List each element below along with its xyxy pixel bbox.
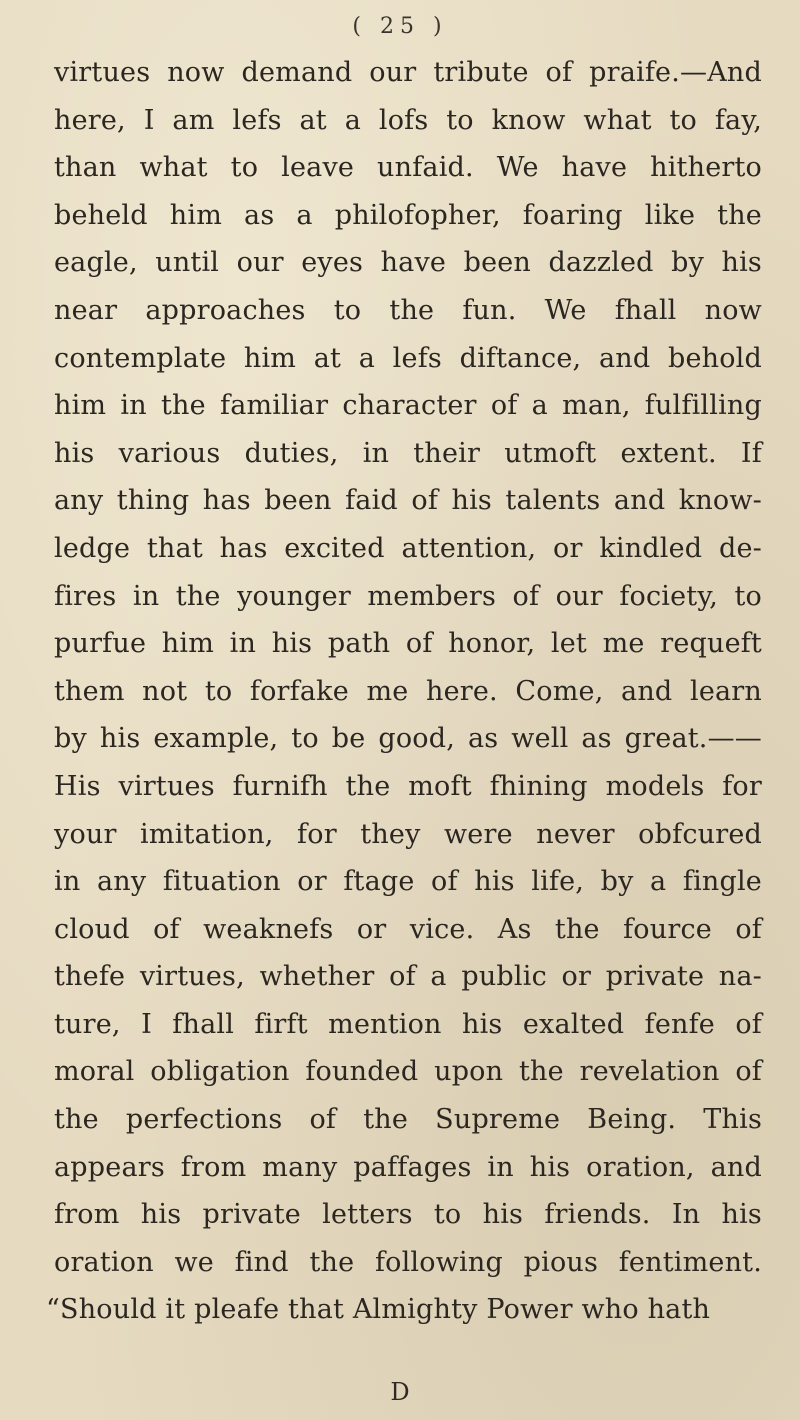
- text-line: His virtues furnifh the moft fhining models for: [54, 770, 762, 802]
- signature-mark: D: [390, 1378, 410, 1406]
- text-line: in any fituation or ftage of his life, by a fingle: [54, 866, 762, 898]
- text-line: near approaches to the fun. We fhall now: [54, 294, 762, 326]
- text-line: oration we find the following pious fentiment.: [54, 1246, 762, 1278]
- text-line: contemplate him at a lefs diftance, and behold: [54, 342, 762, 374]
- text-line: than what to leave unfaid. We have hitherto: [54, 152, 762, 184]
- text-line: moral obligation founded upon the revelation of: [54, 1056, 762, 1088]
- text-line: ture, I fhall firft mention his exalted fenfe of: [54, 1008, 762, 1040]
- text-line: them not to forfake me here. Come, and learn: [54, 675, 762, 707]
- text-line: by his example, to be good, as well as great.——: [54, 723, 762, 755]
- text-line: beheld him as a philofopher, foaring like the: [54, 199, 762, 231]
- text-line: virtues now demand our tribute of praife.—And: [54, 57, 762, 88]
- text-line: eagle, until our eyes have been dazzled by his: [54, 247, 762, 279]
- text-line: purfue him in his path of honor, let me requeft: [54, 628, 762, 660]
- text-line: the perfections of the Supreme Being. This: [54, 1104, 762, 1136]
- text-line: ledge that has excited attention, or kindled de-: [54, 532, 762, 564]
- text-line: your imitation, for they were never obfcured: [54, 818, 762, 850]
- text-line: appears from many paffages in his oration, and: [54, 1151, 762, 1183]
- page-number: ( 25 ): [352, 14, 448, 39]
- text-line: from his private letters to his friends. In his: [54, 1199, 762, 1231]
- text-line: any thing has been faid of his talents and know-: [54, 485, 762, 517]
- text-line: “Should it pleafe that Almighty Power who hath: [46, 1294, 711, 1326]
- text-line: his various duties, in their utmoft extent. If: [54, 437, 762, 469]
- body-text: [40, 49, 762, 1334]
- text-line: cloud of weaknefs or vice. As the fource of: [54, 913, 762, 945]
- text-line: here, I am lefs at a lofs to know what to fay,: [54, 104, 762, 136]
- text-line: thefe virtues, whether of a public or private na-: [54, 961, 762, 993]
- text-line: him in the familiar character of a man, fulfilling: [54, 390, 762, 422]
- text-line: fires in the younger members of our fociety, to: [54, 580, 762, 612]
